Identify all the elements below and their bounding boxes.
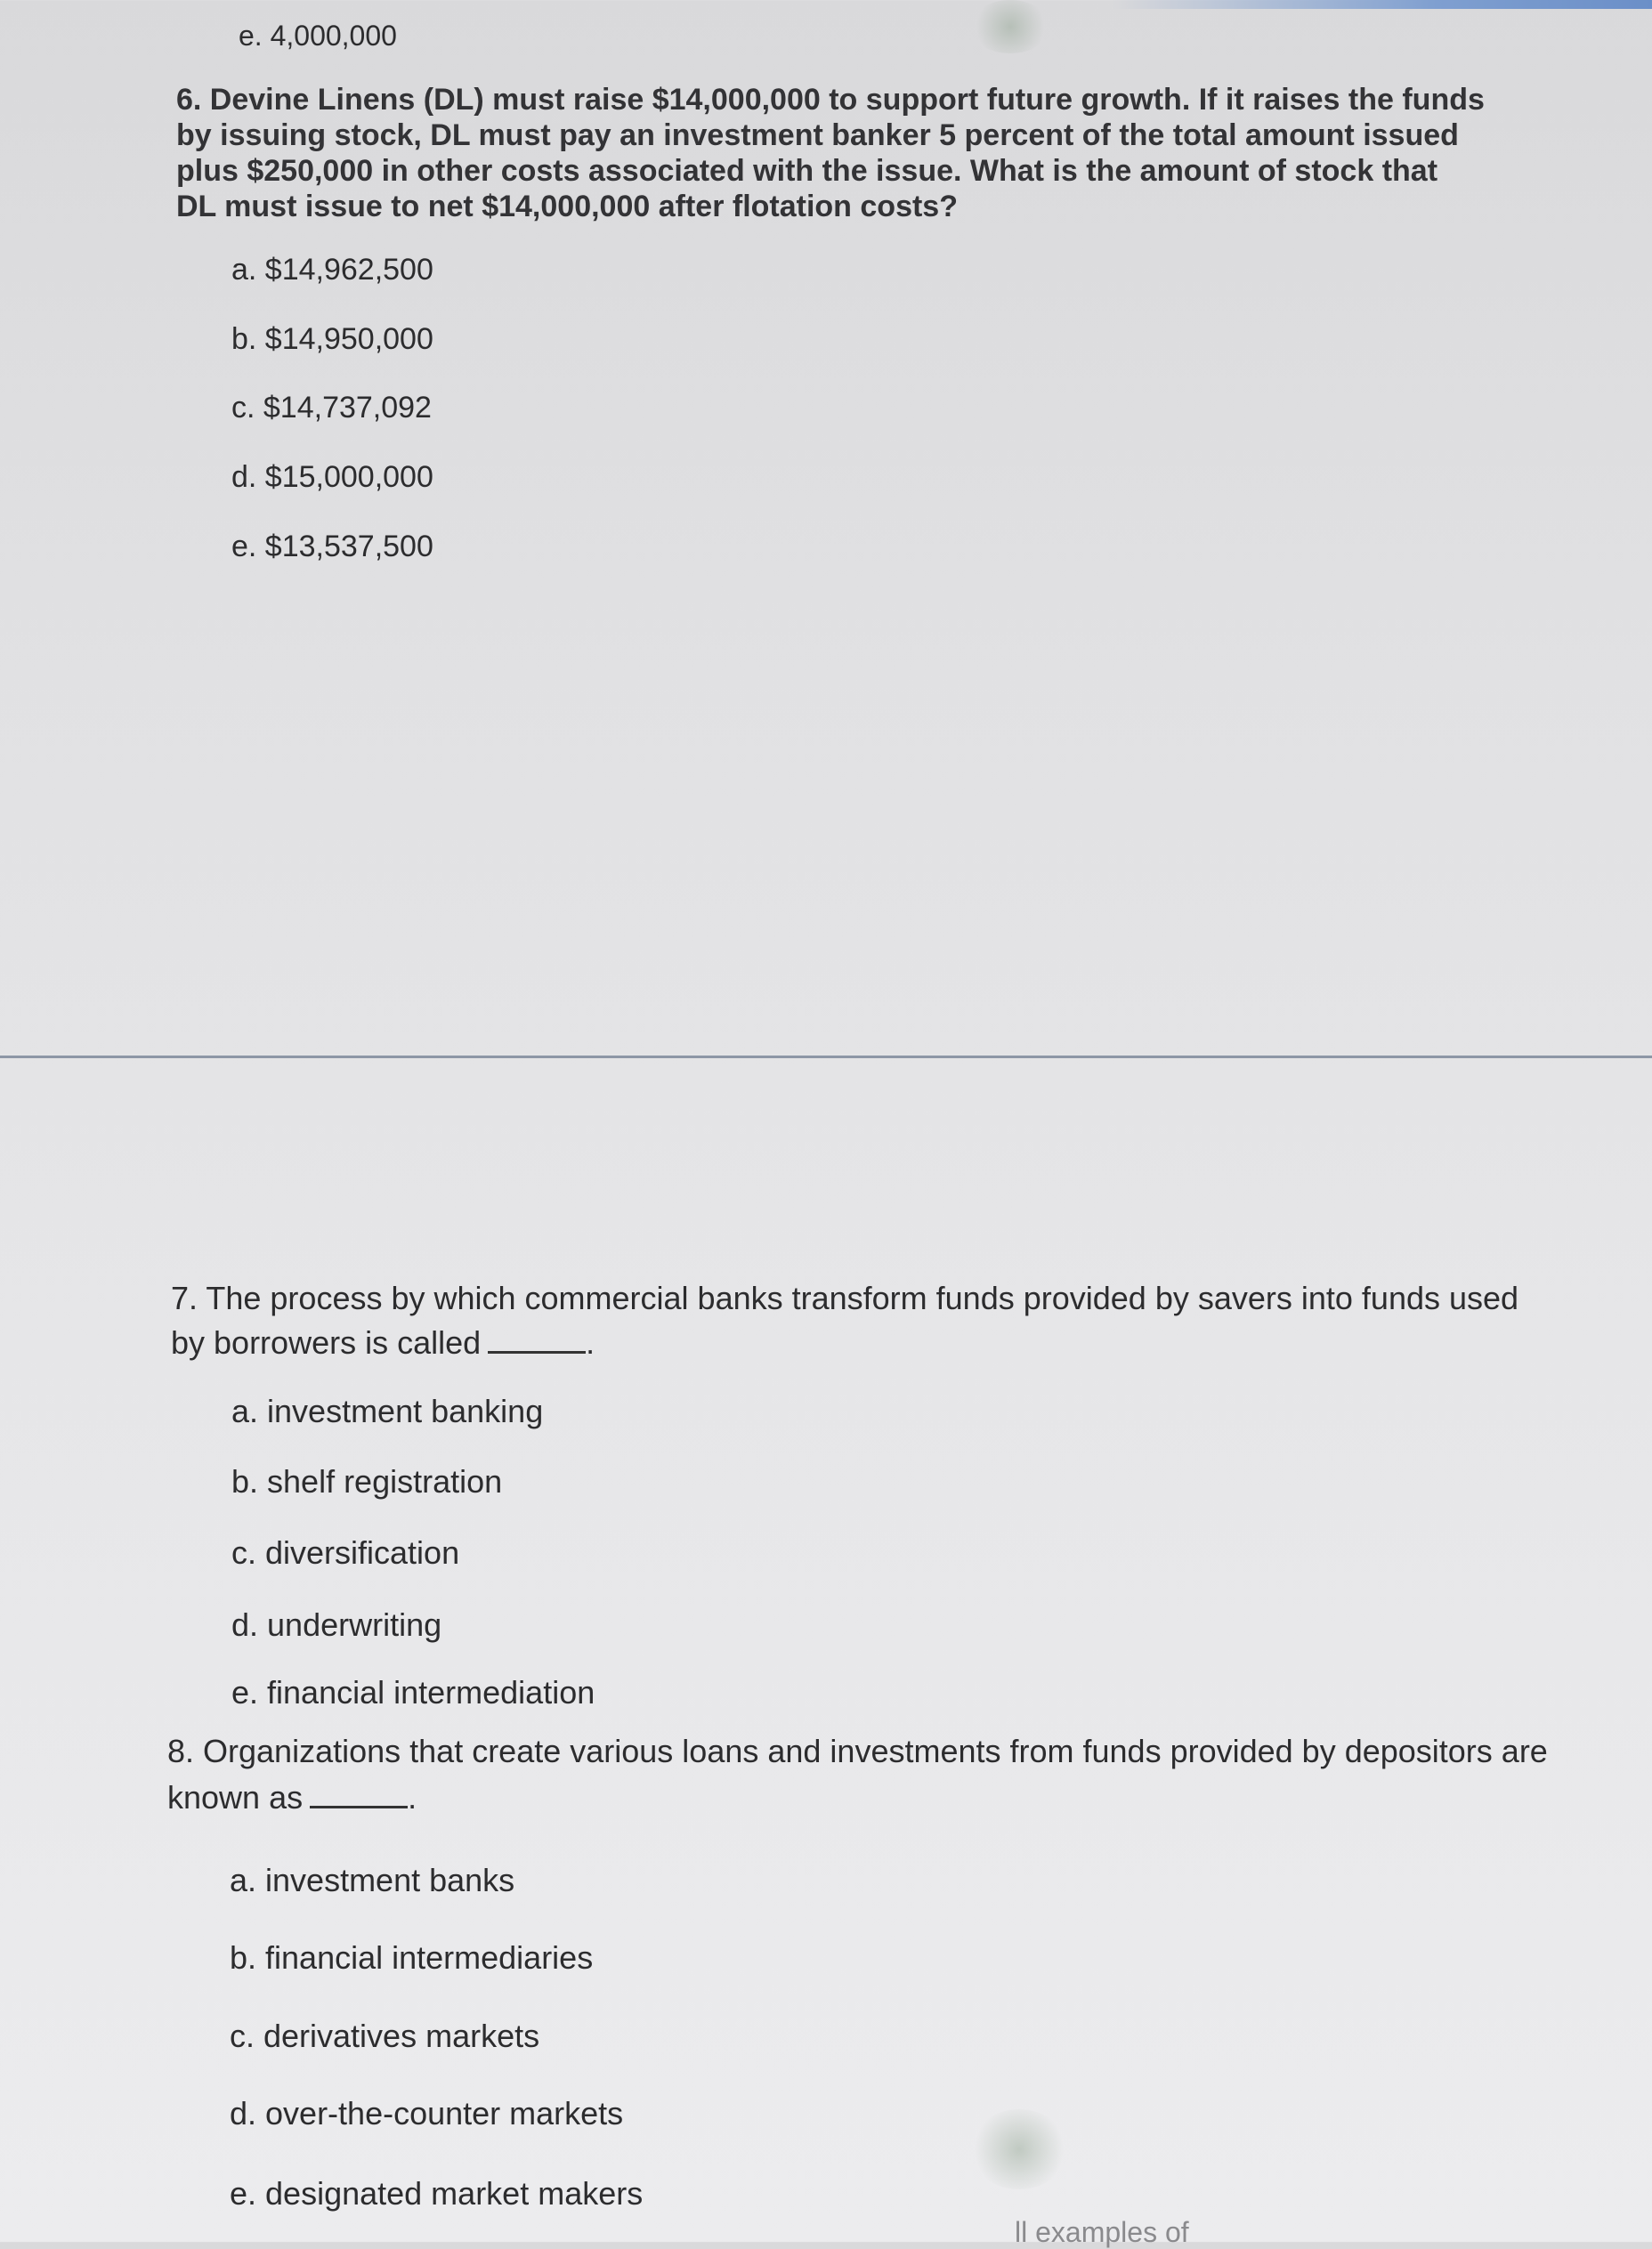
- q8-option-d[interactable]: d. over-the-counter markets: [230, 2095, 624, 2132]
- q6-option-e[interactable]: e. $13,537,500: [231, 530, 433, 563]
- q7-option-d[interactable]: d. underwriting: [231, 1606, 442, 1643]
- top-edge-accent: [1113, 0, 1652, 9]
- question-7: [171, 1276, 1559, 1365]
- question-8-text: 8. Organizations that create various loans and investments from funds provided by depositors are known as: [167, 1733, 1548, 1816]
- question-6-text: 6. Devine Linens (DL) must raise $14,000,000 to support future growth. If it raises the funds by issuing stock, DL must pay an investment banker 5 percent of the total amount issued plus $250,000 in other costs associated with the issue. What is the amount of stock that DL must issue to net $14,000,000 after flotation costs?: [176, 83, 1485, 223]
- q6-option-c[interactable]: c. $14,737,092: [231, 391, 432, 425]
- q7-option-a[interactable]: a. investment banking: [231, 1393, 544, 1429]
- q6-option-a[interactable]: a. $14,962,500: [231, 253, 433, 287]
- screen-smudge: [970, 2109, 1068, 2189]
- q8-option-c[interactable]: c. derivatives markets: [230, 2018, 540, 2054]
- question-8-end: .: [408, 1779, 417, 1816]
- question-7-text: 7. The process by which commercial banks transform funds provided by savers into funds used by borrowers is called: [171, 1280, 1519, 1361]
- q6-option-b[interactable]: b. $14,950,000: [231, 322, 433, 356]
- prev-question-option-e[interactable]: e. 4,000,000: [239, 20, 397, 52]
- q8-option-a[interactable]: a. investment banks: [230, 1862, 515, 1898]
- screen-smudge: [970, 0, 1050, 53]
- question-7-blank: [488, 1351, 586, 1354]
- q6-option-d[interactable]: d. $15,000,000: [231, 460, 433, 494]
- q8-option-b[interactable]: b. financial intermediaries: [230, 1939, 594, 1976]
- question-7-text-wrap: [171, 1276, 1559, 1365]
- q8-option-e[interactable]: e. designated market makers: [230, 2175, 644, 2212]
- question-7-end: .: [586, 1324, 595, 1361]
- q7-option-e[interactable]: e. financial intermediation: [231, 1674, 595, 1711]
- question-6: [176, 82, 1485, 224]
- next-question-cutoff: ll examples of: [1015, 2216, 1189, 2248]
- q7-option-b[interactable]: b. shelf registration: [231, 1463, 503, 1500]
- question-8: [167, 1728, 1556, 1821]
- question-8-blank: [310, 1806, 408, 1808]
- q7-option-c[interactable]: c. diversification: [231, 1534, 460, 1571]
- question-8-text-wrap: [167, 1728, 1556, 1821]
- section-divider: [0, 1056, 1652, 1058]
